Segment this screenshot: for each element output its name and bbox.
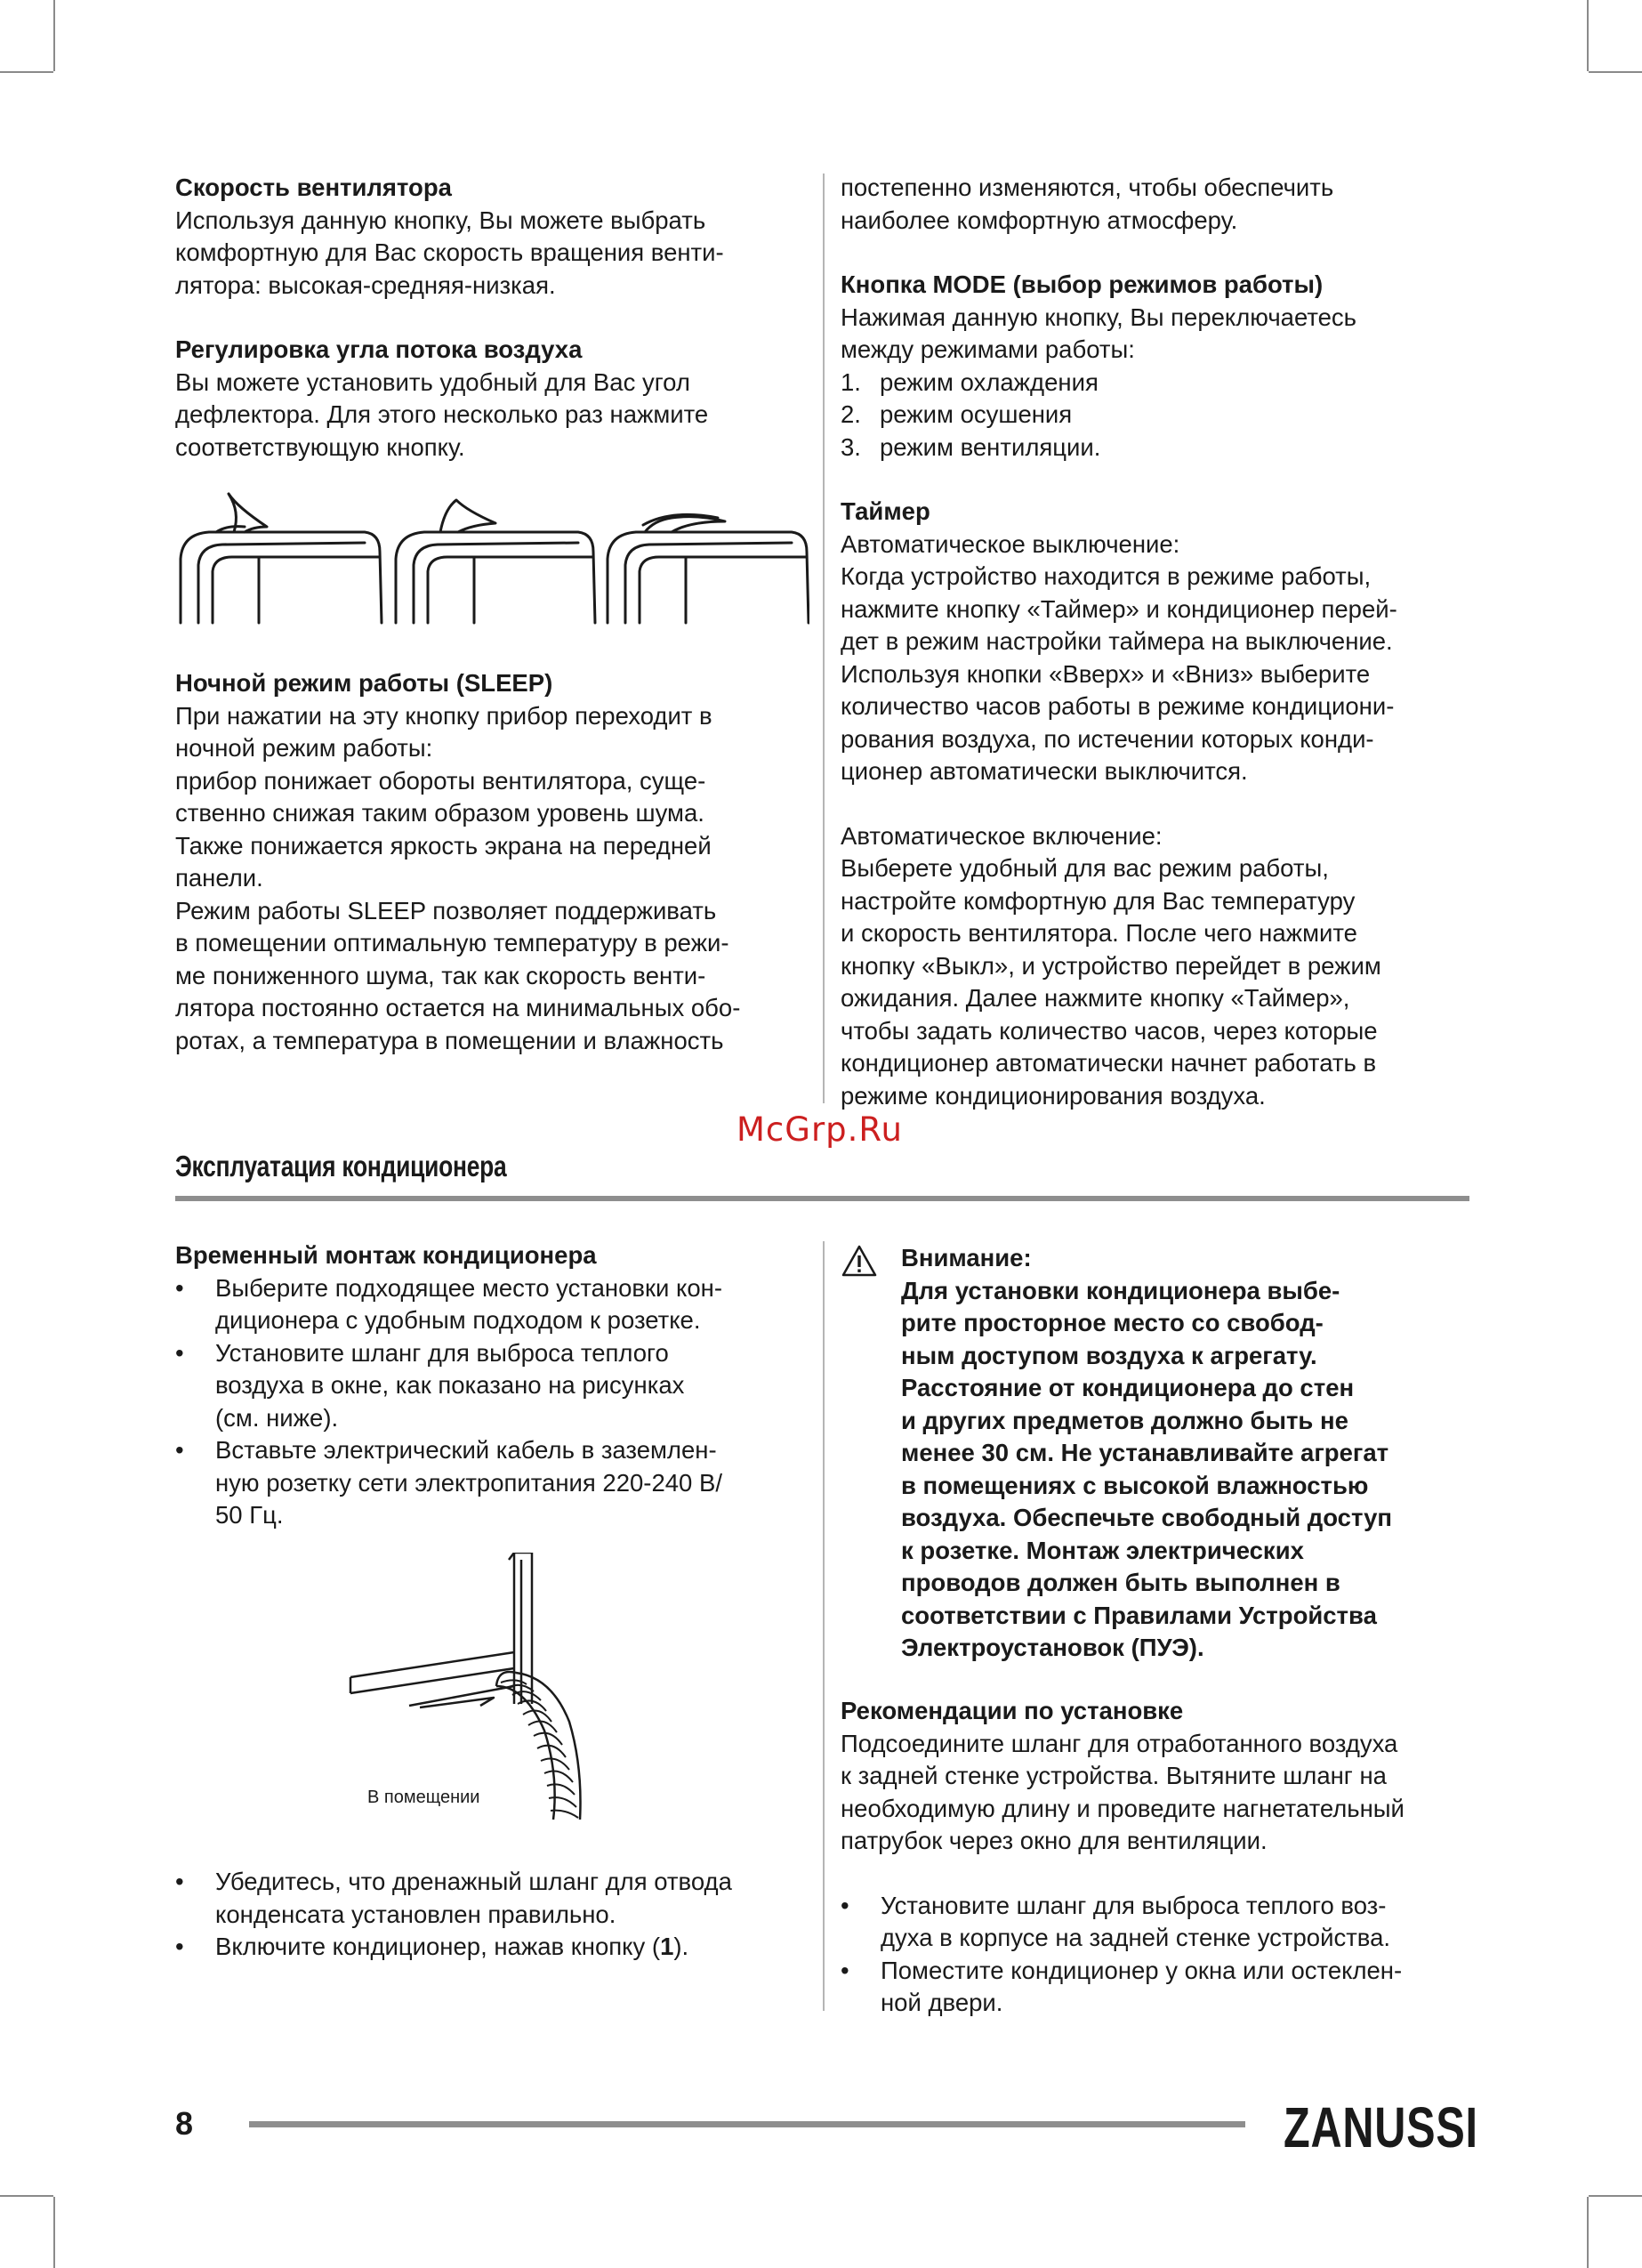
text-line: ным доступом воздуха к агрегату. (901, 1341, 1317, 1369)
text-line: кнопку «Выкл», и устройство перейдет в режим (841, 951, 1381, 980)
sleep-heading: Ночной режим работы (SLEEP) (175, 669, 553, 697)
text-line: кондиционер автоматически начнет работать в (841, 1049, 1377, 1077)
recommendations-heading: Рекомендации по установке (841, 1697, 1184, 1724)
warning-heading: Внимание: (901, 1244, 1032, 1271)
text-line: ротах, а температура в помещении и влажность (175, 1026, 724, 1054)
list-item: • Включите кондиционер, нажав кнопку (1). (175, 1931, 807, 1964)
text-line: патрубок через окно для вентиляции. (841, 1827, 1268, 1854)
text-line: прибор понижает обороты вентилятора, суще- (175, 766, 706, 795)
text-line: При нажатии на эту кнопку прибор переходит в (175, 701, 712, 730)
text-line: ночной режим работы: (175, 734, 433, 762)
deflector-angle-illustration (173, 489, 809, 632)
list-item: • Установите шланг для выброса теплого воздуха в окне, как показано на рисунках (см. ниже). (175, 1337, 807, 1435)
text-line: чтобы задать количество часов, через которые (841, 1016, 1378, 1045)
text-line: к розетке. Монтаж электрических (901, 1536, 1304, 1564)
crop-mark (1589, 71, 1642, 73)
air-angle-heading: Регулировка угла потока воздуха (175, 335, 583, 363)
crop-mark (1589, 2195, 1642, 2197)
crop-mark (53, 2197, 55, 2268)
text-line: ожидания. Далее нажмите кнопку «Таймер», (841, 984, 1350, 1012)
left-bottom-after (175, 1866, 807, 1964)
text-line: соответствии с Правилами Устройства (901, 1601, 1377, 1629)
text-line: рите просторное место со свобод- (901, 1309, 1324, 1336)
text-line: дет в режим настройки таймера на выключение. (841, 627, 1393, 655)
text-line: в помещении оптимальную температуру в режи- (175, 929, 729, 956)
warning-triangle-icon (841, 1244, 878, 1278)
mode-heading: Кнопка MODE (выбор режимов работы) (841, 270, 1324, 298)
section-title: Эксплуатация кондиционера (175, 1150, 507, 1182)
text-line: Автоматическое выключение: (841, 529, 1180, 558)
text-line: необходимую длину и проведите нагнетательный (841, 1794, 1405, 1822)
text-line: ме пониженного шума, так как скорость венти- (175, 961, 706, 989)
list-item: 1. режим охлаждения (841, 367, 1099, 396)
text-line: ционер автоматически выключится. (841, 757, 1248, 785)
install-bullet-list (175, 1272, 807, 1532)
warning-block (901, 1242, 1470, 1665)
crop-mark (0, 2195, 53, 2197)
mode-list (841, 367, 1472, 464)
text-line: соответствующую кнопку. (175, 432, 465, 461)
text-line: Автоматическое включение: (841, 821, 1163, 850)
text-line: Используя кнопки «Вверх» и «Вниз» выберите (841, 659, 1371, 688)
text-line: к задней стенке устройства. Вытяните шланг на (841, 1762, 1387, 1789)
crop-mark (53, 0, 55, 71)
recommendations-bullet-list (841, 1890, 1481, 2020)
text-line: режиме кондиционирования воздуха. (841, 1081, 1266, 1110)
right-top-column (841, 172, 1472, 1112)
text-line: наиболее комфортную атмосферу. (841, 206, 1238, 234)
text-line: и скорость вентилятора. После чего нажмите (841, 919, 1357, 947)
text-line: проводов должен быть выполнен в (901, 1569, 1340, 1596)
list-item: 3. режим вентиляции. (841, 432, 1101, 461)
list-item: • Вставьте электрический кабель в заземлен- ную розетку сети электропитания 220-240 В/ 50 Гц. (175, 1434, 807, 1532)
list-item: • Выберите подходящее место установки кон- диционера с удобным подходом к розетке. (175, 1272, 807, 1337)
text-line: Для установки кондиционера выбе- (901, 1276, 1340, 1304)
text-line: постепенно изменяются, чтобы обеспечить (841, 174, 1334, 201)
section-rule (175, 1196, 1469, 1201)
text-line: панели. (175, 864, 263, 892)
text-line: и других предметов должно быть не (901, 1406, 1348, 1434)
text-line: между режимами работы: (841, 335, 1135, 363)
column-divider (823, 1241, 825, 2011)
text-line: количество часов работы в режиме кондициони- (841, 692, 1395, 720)
list-item: • Убедитесь, что дренажный шланг для отвода конденсата установлен правильно. (175, 1866, 807, 1931)
text-line: дефлектора. Для этого несколько раз нажмите (175, 400, 709, 428)
text-line: настройте комфортную для Вас температуру (841, 886, 1356, 915)
brand-logo: ZANUSSI (1284, 2095, 1478, 2159)
text-line: Вы можете установить удобный для Вас угол (175, 367, 690, 396)
text-line: Подсоедините шланг для отработанного воздуха (841, 1729, 1398, 1757)
crop-mark (0, 71, 53, 73)
text-line: Электроустановок (ПУЭ). (901, 1634, 1204, 1661)
text-line: лятора: высокая-средняя-низкая. (175, 270, 556, 299)
text-line: Режим работы SLEEP позволяет поддерживать (175, 896, 717, 924)
fan-speed-heading: Скорость вентилятора (175, 174, 452, 201)
text-line: лятора постоянно остается на минимальных обо- (175, 994, 741, 1021)
temp-install-heading: Временный монтаж кондиционера (175, 1241, 597, 1269)
watermark: McGrp.Ru (736, 1110, 903, 1149)
text-line: воздуха. Обеспечьте свободный доступ (901, 1504, 1393, 1531)
footer-rule (249, 2121, 1245, 2127)
list-item: • Установите шланг для выброса теплого воз- духа в корпусе на задней стенке устройства. (841, 1890, 1481, 1955)
list-item: 2. режим осушения (841, 400, 1073, 428)
figure-caption: В помещении (367, 1788, 480, 1807)
text-line: рования воздуха, по истечении которых конди- (841, 724, 1374, 753)
page-number: 8 (175, 2105, 194, 2142)
text-line: менее 30 см. Не устанавливайте агрегат (901, 1439, 1389, 1466)
timer-heading: Таймер (841, 497, 930, 525)
list-item: • Поместите кондиционер у окна или остеклен- ной двери. (841, 1955, 1481, 2020)
text-line: Используя данную кнопку, Вы можете выбрать (175, 206, 706, 234)
crop-mark (1587, 0, 1589, 71)
text-line: Нажимая данную кнопку, Вы переключаетесь (841, 303, 1356, 331)
column-divider (823, 174, 825, 1103)
text-line: Расстояние от кондиционера до стен (901, 1374, 1355, 1401)
text-line: Выберете удобный для вас режим работы, (841, 854, 1329, 882)
sleep-section (175, 667, 816, 1057)
left-bottom-column (175, 1239, 807, 1532)
text-line: в помещениях с высокой влажностью (901, 1471, 1369, 1499)
left-top-column (175, 172, 807, 464)
text-line: комфортную для Вас скорость вращения венти- (175, 238, 724, 266)
text-line: нажмите кнопку «Таймер» и кондиционер перей- (841, 594, 1397, 623)
text-line: Также понижается яркость экрана на передней (175, 831, 712, 860)
crop-mark (1587, 2197, 1589, 2268)
recommendations-block (841, 1695, 1481, 2020)
after-bullet-list (175, 1866, 807, 1964)
text-line: Когда устройство находится в режиме работы, (841, 562, 1372, 590)
text-line: ственно снижая таким образом уровень шума. (175, 799, 704, 827)
